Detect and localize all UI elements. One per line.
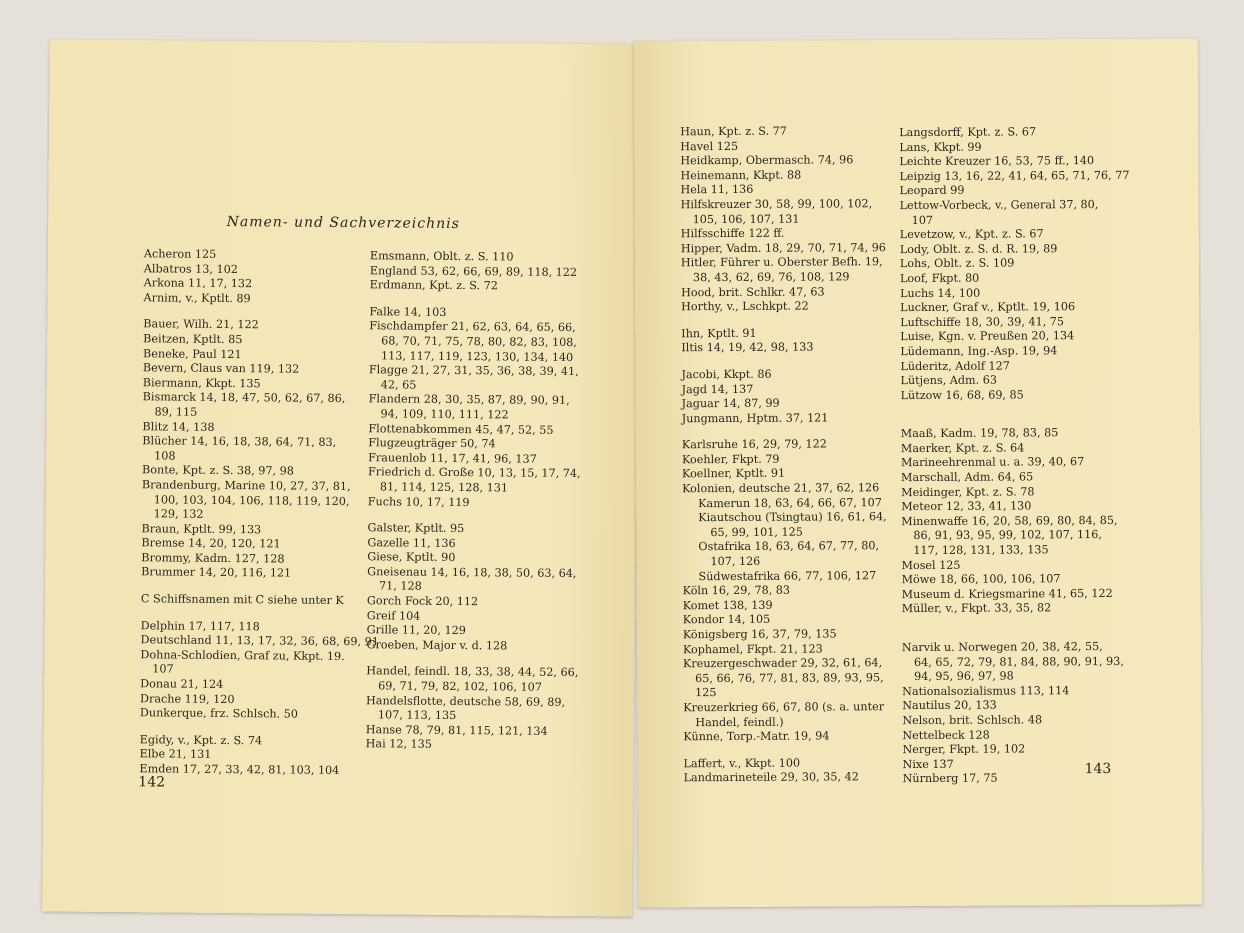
index-subentry: Ostafrika 18, 63, 64, 67, 77, 80, 107, 126: [698, 539, 880, 569]
index-entry: Brandenburg, Marine 10, 27, 37, 81, 100, 103, 104, 106, 118, 119, 120, 129, 132: [141, 478, 351, 521]
index-entry: Leopard 99: [899, 184, 965, 198]
index-entry: Grille 11, 20, 129: [366, 623, 466, 638]
index-subentry: Kamerun 18, 63, 64, 66, 67, 107: [698, 495, 882, 510]
index-gap: [681, 314, 891, 327]
index-entry: Nettelbeck 128: [902, 728, 990, 742]
index-entry: Nelson, brit. Schlsch. 48: [902, 713, 1043, 728]
index-entry: Delphin 17, 117, 118: [140, 618, 260, 633]
index-entry: Königsberg 16, 37, 79, 135: [682, 627, 837, 642]
index-entry: Bonte, Kpt. z. S. 38, 97, 98: [142, 463, 294, 478]
index-entry: Jagd 14, 137: [681, 382, 754, 396]
index-entry: Blitz 14, 138: [142, 419, 215, 434]
index-entry: Nixe 137: [902, 757, 954, 771]
index-entry: Elbe 21, 131: [139, 747, 212, 762]
left-page: [42, 39, 640, 916]
index-entry: Müller, v., Fkpt. 33, 35, 82: [901, 601, 1052, 616]
index-entry: Albatros 13, 102: [143, 261, 238, 276]
index-entry: Beneke, Paul 121: [143, 346, 242, 361]
index-entry: Bevern, Claus van 119, 132: [142, 361, 300, 376]
index-entry: Acheron 125: [143, 247, 217, 261]
index-entry: Hipper, Vadm. 18, 29, 70, 71, 74, 96: [680, 240, 886, 255]
index-entry: Laffert, v., Kkpt. 100: [683, 756, 801, 770]
index-entry: Koehler, Fkpt. 79: [681, 452, 780, 467]
index-entry: Luchs 14, 100: [900, 286, 981, 300]
index-entry: Biermann, Kkpt. 135: [142, 376, 261, 391]
index-entry: Möwe 18, 66, 100, 106, 107: [901, 572, 1061, 587]
index-entry: Langsdorff, Kpt. z. S. 67: [899, 125, 1037, 140]
index-entry: Arnim, v., Kptlt. 89: [143, 291, 251, 305]
index-entry: Flagge 21, 27, 31, 35, 36, 38, 39, 41, 42, 65: [368, 363, 579, 392]
index-entry: Loof, Fkpt. 80: [899, 271, 980, 286]
index-entry: Frauenlob 11, 17, 41, 96, 137: [368, 450, 537, 466]
index-entry: Lans, Kkpt. 99: [899, 140, 982, 154]
index-entry: Meteor 12, 33, 41, 130: [901, 499, 1032, 514]
index-entry: Heinemann, Kkpt. 88: [680, 168, 802, 183]
index-entry: Hood, brit. Schlkr. 47, 63: [681, 285, 825, 299]
index-entry: Narvik u. Norwegen 20, 38, 42, 55, 64, 65, 72, 79, 81, 84, 88, 90, 91, 93, 94, 95, 96, 97, 98: [901, 640, 1124, 684]
index-entry: Kreuzerkrieg 66, 67, 80 (s. a. unter Handel, feindl.): [683, 700, 885, 729]
index-entry: Handelsflotte, deutsche 58, 69, 89, 107, 113, 135: [366, 693, 566, 723]
index-entry: Fischdampfer 21, 62, 63, 64, 65, 66, 68, 70, 71, 75, 78, 80, 82, 83, 108, 113, 117, 119, 123, 130, 134, 140: [369, 319, 577, 364]
index-entry: Havel 125: [680, 139, 739, 153]
index-entry: Nürnberg 17, 75: [902, 771, 998, 786]
index-entry: Luftschiffe 18, 30, 39, 41, 75: [900, 314, 1065, 329]
index-entry: Jaguar 14, 87, 99: [681, 396, 780, 411]
index-entry: Fuchs 10, 17, 119: [367, 494, 470, 509]
index-entry: Dunkerque, frz. Schlsch. 50: [139, 706, 298, 721]
index-entry: Greif 104: [366, 608, 421, 623]
index-entry: Kophamel, Fkpt. 21, 123: [682, 642, 823, 656]
index-entry: Museum d. Kriegsmarine 41, 65, 122: [901, 586, 1113, 601]
index-entry: Friedrich d. Große 10, 13, 15, 17, 74, 81, 114, 125, 128, 131: [367, 465, 581, 495]
index-entry: C Schiffsnamen mit C siehe unter K: [140, 592, 344, 608]
index-entry: Lody, Oblt. z. S. d. R. 19, 89: [899, 242, 1058, 256]
index-entry: Falke 14, 103: [369, 305, 447, 319]
index-entry: Giese, Kptlt. 90: [367, 550, 456, 565]
index-entry: Mosel 125: [901, 558, 961, 572]
index-entry: Meidinger, Kpt. z. S. 78: [901, 485, 1035, 499]
index-entry: Emden 17, 27, 33, 42, 81, 103, 104: [139, 762, 340, 777]
index-entry: Brommy, Kadm. 127, 128: [141, 551, 285, 566]
index-entry: Donau 21, 124: [140, 677, 224, 692]
index-column-right-2: [899, 125, 1130, 787]
index-entry: Marschall, Adm. 64, 65: [900, 470, 1034, 485]
index-entry: Hilfsschiffe 122 ff.: [680, 226, 785, 241]
index-entry: Deutschland 11, 13, 17, 32, 36, 68, 69, 91: [140, 633, 379, 649]
index-entry: Kolonien, deutsche 21, 37, 62, 126: [682, 481, 880, 496]
index-entry: Jacobi, Kkpt. 86: [681, 367, 772, 382]
index-entry: Beitzen, Kptlt. 85: [143, 332, 243, 347]
index-entry: Landmarineteile 29, 30, 35, 42: [683, 770, 859, 785]
index-entry: Lüderitz, Adolf 127: [900, 359, 1010, 373]
index-entry: Hilfskreuzer 30, 58, 99, 100, 102, 105, 106, 107, 131: [680, 197, 873, 226]
index-entry: Minenwaffe 16, 20, 58, 69, 80, 84, 85, 86, 91, 93, 95, 99, 102, 107, 116, 117, 128, 131, 133, 135: [901, 513, 1118, 558]
index-entry: Koellner, Kptlt. 91: [681, 467, 786, 481]
index-entry: Heidkamp, Obermasch. 74, 96: [680, 153, 854, 168]
index-entry: Lütjens, Adm. 63: [900, 373, 998, 388]
index-entry: Köln 16, 29, 78, 83: [682, 583, 791, 598]
index-entry: Gneisenau 14, 16, 18, 38, 50, 63, 64, 71, 128: [367, 565, 577, 594]
index-entry: Kreuzergeschwader 29, 32, 61, 64, 65, 66, 76, 77, 81, 83, 89, 93, 95, 125: [682, 656, 884, 700]
index-subentry: Südwestafrika 66, 77, 106, 127: [698, 568, 877, 583]
index-entry: Blücher 14, 16, 18, 38, 64, 71, 83, 108: [142, 434, 337, 463]
index-entry: Lüdemann, Ing.-Asp. 19, 94: [900, 344, 1058, 358]
index-entry: Lohs, Oblt. z. S. 109: [899, 256, 1015, 271]
index-entry: Flandern 28, 30, 35, 87, 89, 90, 91, 94, 109, 110, 111, 122: [368, 392, 570, 422]
index-column-right-1: [680, 124, 893, 786]
index-entry: Horthy, v., Lschkpt. 22: [681, 299, 809, 314]
index-entry: Karlsruhe 16, 29, 79, 122: [681, 437, 827, 452]
index-column-left-1: [139, 247, 379, 778]
index-entry: Haun, Kpt. z. S. 77: [680, 124, 787, 139]
index-entry: Hitler, Führer u. Oberster Befh. 19, 38, 43, 62, 69, 76, 108, 129: [680, 255, 883, 285]
index-entry: Gazelle 11, 136: [367, 535, 456, 550]
index-subentry: Kiautschou (Tsingtau) 16, 61, 64, 65, 99, 101, 125: [698, 510, 887, 539]
index-entry: Flottenabkommen 45, 47, 52, 55: [368, 421, 554, 437]
index-entry: Hanse 78, 79, 81, 115, 121, 134: [365, 723, 548, 738]
index-gap: [683, 744, 893, 757]
index-entry: Komet 138, 139: [682, 598, 773, 613]
index-entry: Gorch Fock 20, 112: [366, 594, 479, 609]
index-entry: Jungmann, Hptm. 37, 121: [681, 411, 829, 425]
index-entry: Luckner, Graf v., Kptlt. 19, 106: [900, 300, 1076, 315]
index-entry: Dohna-Schlodien, Graf zu, Kkpt. 19. 107: [140, 648, 345, 676]
index-gap: [682, 425, 892, 438]
index-entry: Nationalsozialismus 113, 114: [902, 683, 1070, 698]
index-entry: Egidy, v., Kpt. z. S. 74: [139, 733, 263, 748]
index-entry: England 53, 62, 66, 69, 89, 118, 122: [369, 263, 578, 279]
index-entry: Hai 12, 135: [365, 737, 432, 752]
index-gap: [681, 355, 891, 368]
index-entry: Nautilus 20, 133: [902, 698, 997, 713]
index-entry: Kondor 14, 105: [682, 613, 771, 627]
index-entry: Groeben, Major v. d. 128: [366, 638, 508, 653]
index-entry: Marineehrenmal u. a. 39, 40, 67: [900, 455, 1085, 470]
index-entry: Iltis 14, 19, 42, 98, 133: [681, 340, 814, 355]
index-entry: Drache 119, 120: [140, 691, 235, 706]
index-entry: Erdmann, Kpt. z. S. 72: [369, 278, 498, 293]
index-entry: Nerger, Fkpt. 19, 102: [902, 742, 1026, 757]
right-page: [634, 39, 1203, 908]
index-entry: Lützow 16, 68, 69, 85: [900, 388, 1024, 402]
index-entry: Emsmann, Oblt. z. S. 110: [369, 249, 514, 264]
index-entry: Bismarck 14, 18, 47, 50, 62, 67, 86, 89, 115: [142, 390, 346, 419]
index-entry: Hela 11, 136: [680, 183, 754, 197]
index-entry: Luise, Kgn. v. Preußen 20, 134: [900, 329, 1075, 344]
index-entry: Leichte Kreuzer 16, 53, 75 ff., 140: [899, 154, 1095, 169]
index-entry: Maerker, Kpt. z. S. 64: [900, 441, 1025, 455]
page-title: Namen- und Sachverzeichnis: [226, 213, 460, 233]
index-entry: Künne, Torp.-Matr. 19, 94: [683, 729, 830, 744]
index-entry: Lettow-Vorbeck, v., General 37, 80, 107: [899, 198, 1099, 227]
index-entry: Braun, Kptlt. 99, 133: [141, 521, 262, 536]
index-entry: Leipzig 13, 16, 22, 41, 64, 65, 71, 76, 77: [899, 168, 1130, 183]
index-entry: Handel, feindl. 18, 33, 38, 44, 52, 66, 69, 71, 79, 82, 102, 106, 107: [366, 664, 579, 694]
index-entry: Maaß, Kadm. 19, 78, 83, 85: [900, 426, 1059, 441]
index-column-left-2: [366, 249, 584, 754]
index-entry: Levetzow, v., Kpt. z. S. 67: [899, 227, 1044, 242]
index-entry: Galster, Kptlt. 95: [367, 521, 465, 536]
index-entry: Flugzeugträger 50, 74: [368, 436, 496, 451]
page-number-left: 142: [138, 774, 166, 791]
index-entry: Bauer, Wilh. 21, 122: [143, 317, 259, 332]
page-number-right: 143: [1084, 760, 1112, 778]
index-entry: Brummer 14, 20, 116, 121: [141, 565, 292, 581]
index-entry: Arkona 11, 17, 132: [143, 276, 253, 291]
index-entry: Ihn, Kptlt. 91: [681, 326, 757, 340]
index-entry: Bremse 14, 20, 120, 121: [141, 536, 281, 551]
